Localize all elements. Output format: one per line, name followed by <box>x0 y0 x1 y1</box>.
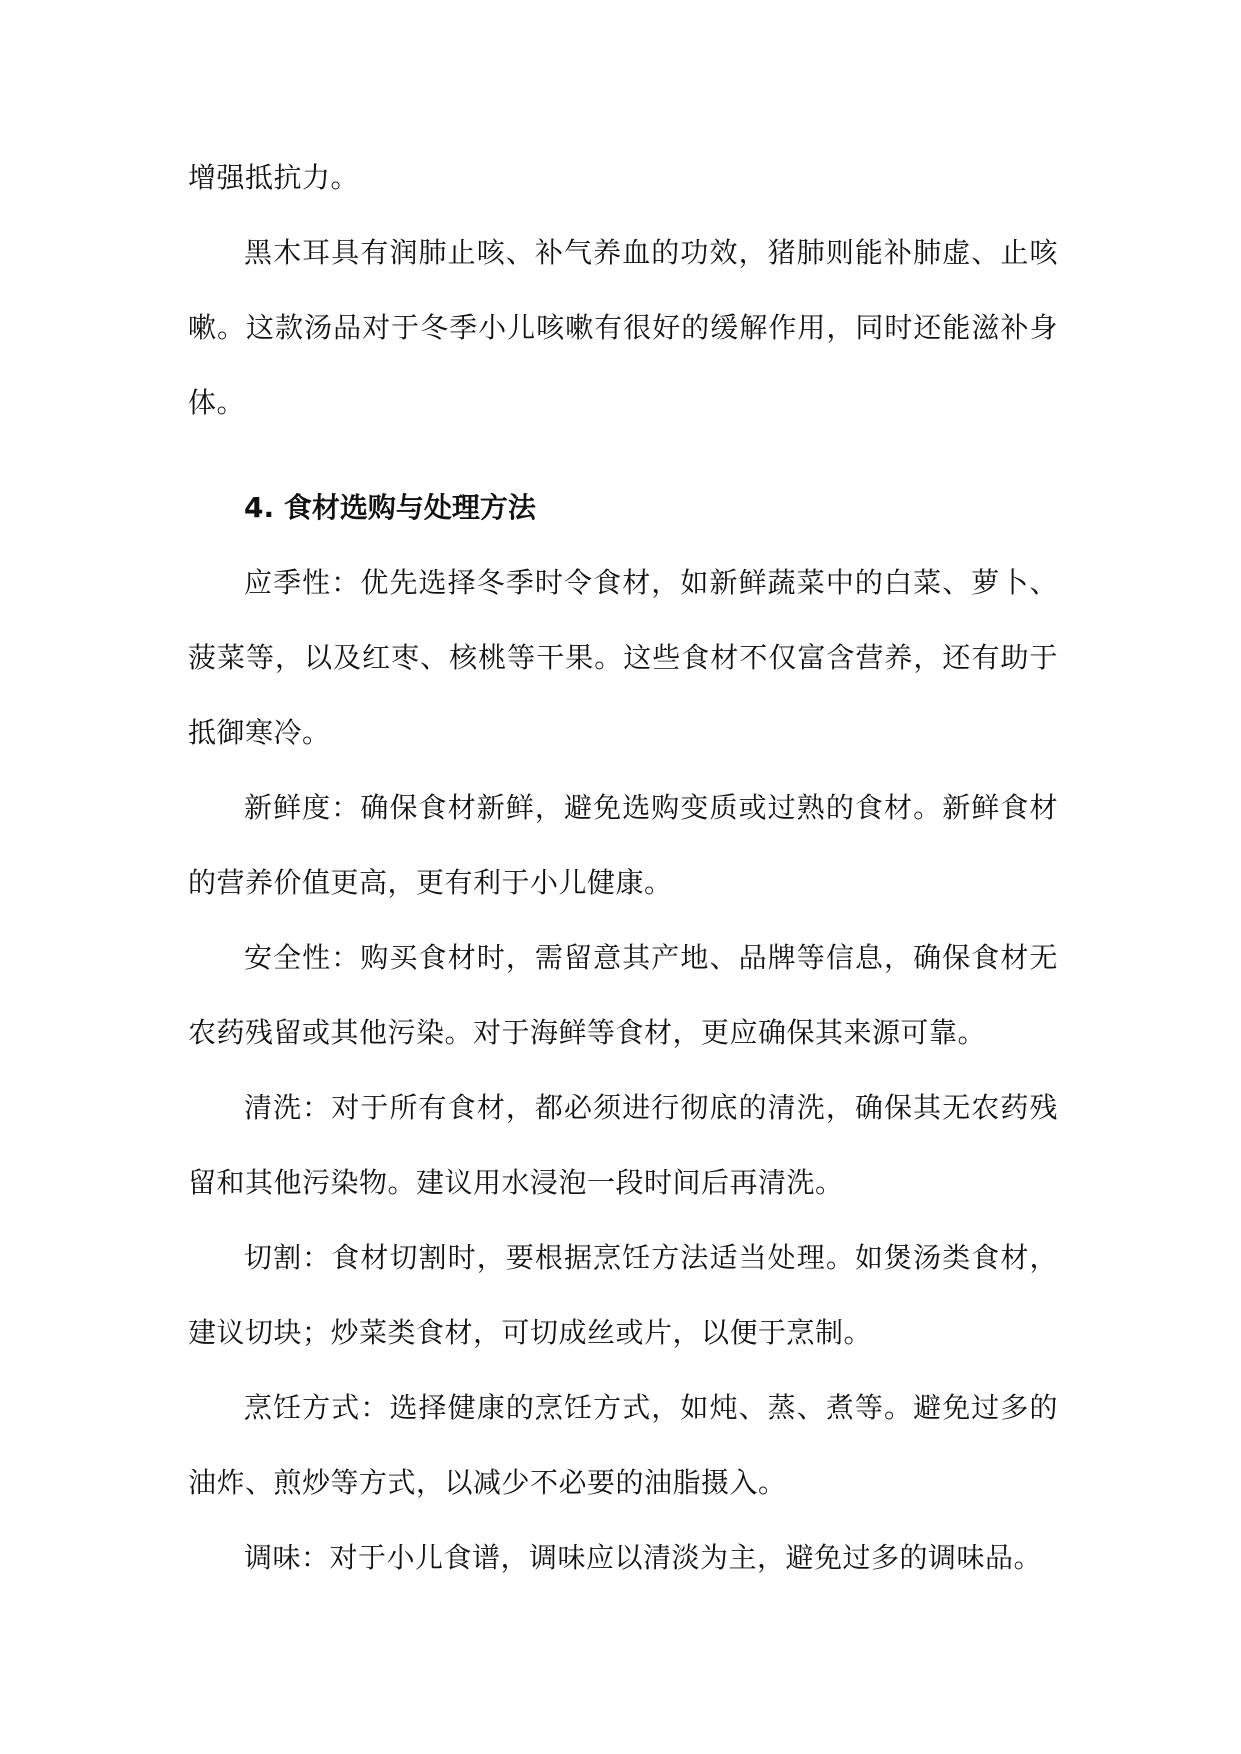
paragraph-seasonality: 应季性：优先选择冬季时令食材，如新鲜蔬菜中的白菜、萝卜、菠菜等，以及红枣、核桃等干果。这些食材不仅富含营养，还有助于抵御寒冷。 <box>188 566 1058 749</box>
paragraph-black-fungus: 黑木耳具有润肺止咳、补气养血的功效，猪肺则能补肺虚、止咳嗽。这款汤品对于冬季小儿咳嗽有很好的缓解作用，同时还能滋补身体。 <box>188 236 1058 419</box>
paragraph-cutting: 切割：食材切割时，要根据烹饪方法适当处理。如煲汤类食材，建议切块；炒菜类食材，可切成丝或片，以便于烹制。 <box>188 1241 1058 1349</box>
paragraph-seasoning: 调味：对于小儿食谱，调味应以清淡为主，避免过多的调味品。 <box>244 1541 1043 1574</box>
paragraph-washing: 清洗：对于所有食材，都必须进行彻底的清洗，确保其无农药残留和其他污染物。建议用水浸泡一段时间后再清洗。 <box>188 1091 1058 1199</box>
paragraph-freshness: 新鲜度：确保食材新鲜，避免选购变质或过熟的食材。新鲜食材的营养价值更高，更有利于小儿健康。 <box>188 791 1058 899</box>
paragraph-safety: 安全性：购买食材时，需留意其产地、品牌等信息，确保食材无农药残留或其他污染。对于海鲜等食材，更应确保其来源可靠。 <box>188 941 1058 1049</box>
document-body <box>188 140 1058 1595</box>
section-heading: 4. 食材选购与处理方法 <box>244 491 536 524</box>
paragraph-cooking-method: 烹饪方式：选择健康的烹饪方式，如炖、蒸、煮等。避免过多的油炸、煎炒等方式，以减少不必要的油脂摄入。 <box>188 1391 1058 1499</box>
paragraph-continuation: 增强抵抗力。 <box>188 161 360 194</box>
